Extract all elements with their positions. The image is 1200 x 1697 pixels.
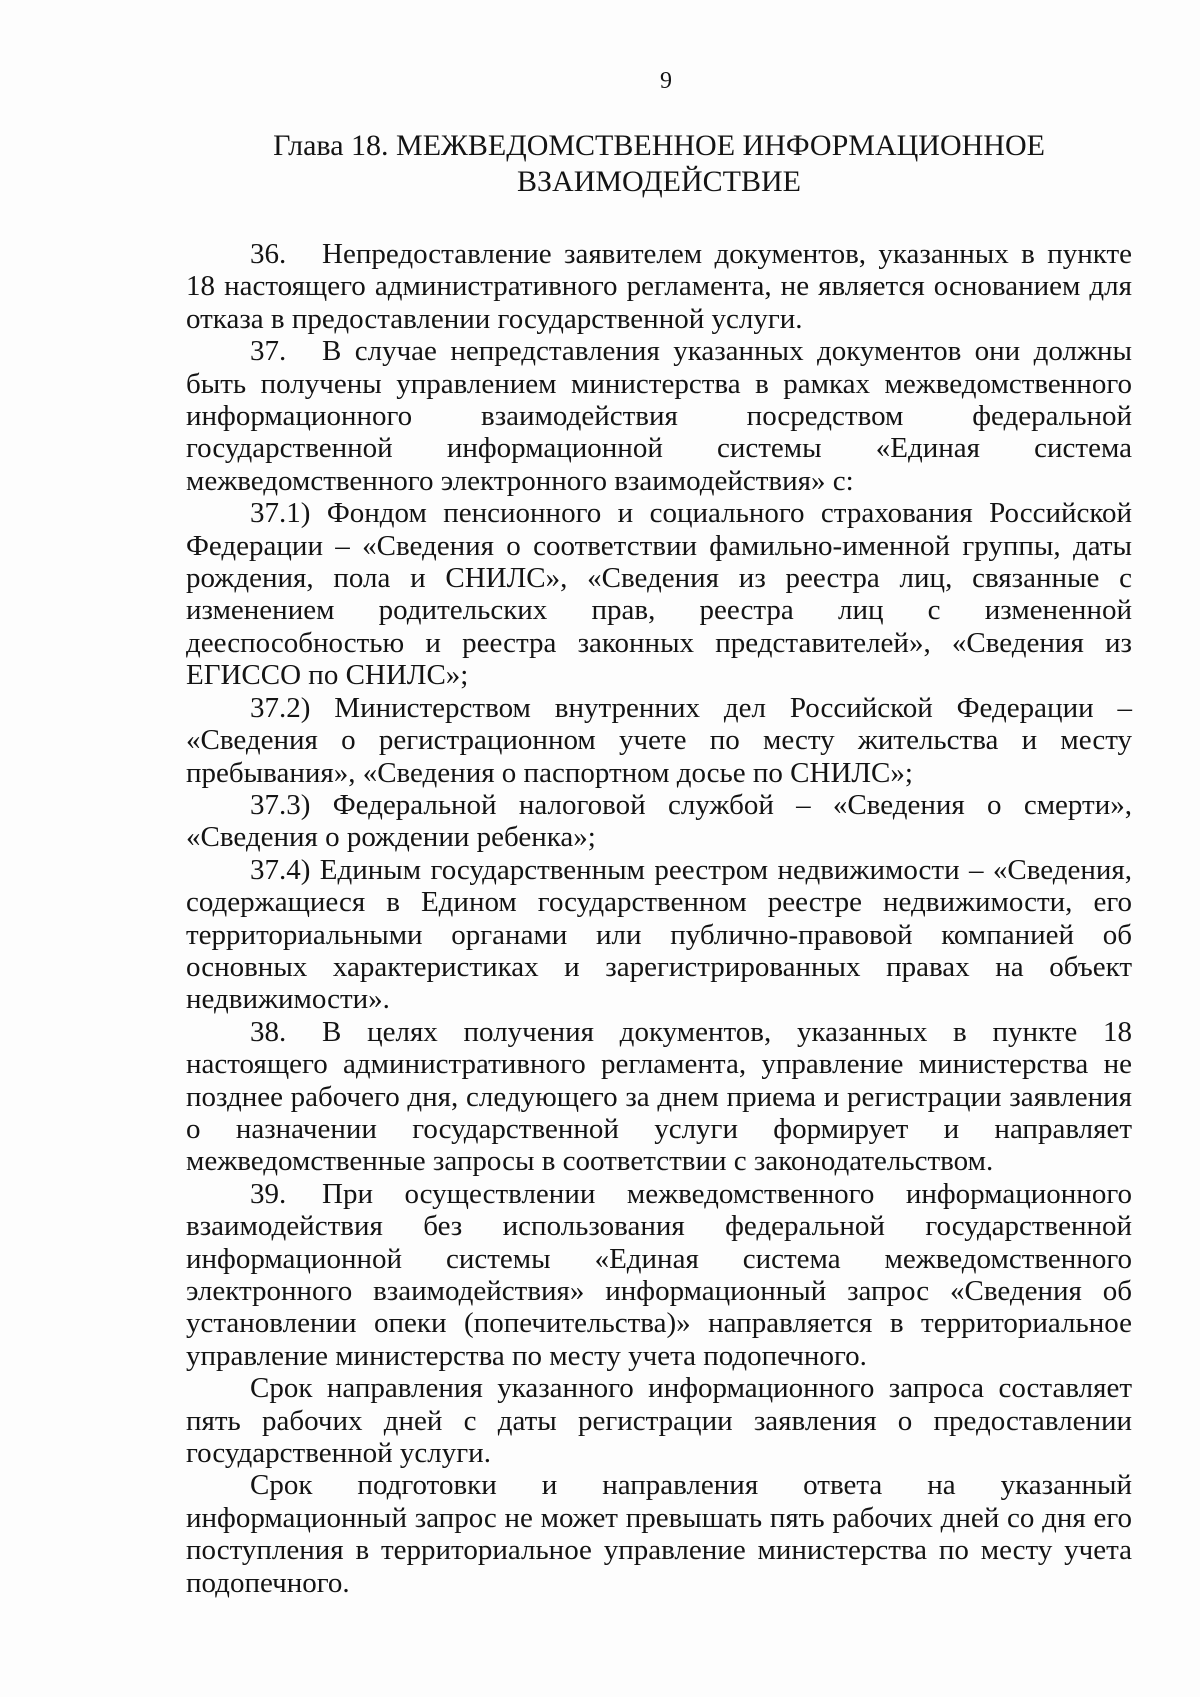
paragraph-response-deadline xyxy=(186,1469,1132,1599)
chapter-title xyxy=(186,128,1132,200)
paragraph-39 xyxy=(186,1178,1132,1372)
paragraph-number: 37. xyxy=(250,335,287,368)
paragraph-37 xyxy=(186,335,1132,497)
paragraph-text: В случае непредставления указанных документов они должны быть получены управлением министерства в рамках межведомственного информационного взаимодействия посредством федеральной государственной информационной системы «Единая система межведомственного электронного взаимодействия» с: xyxy=(186,335,1132,497)
chapter-title-line-1: Глава 18. МЕЖВЕДОМСТВЕННОЕ ИНФОРМАЦИОННОЕ xyxy=(273,129,1045,162)
paragraph-37-3 xyxy=(186,789,1132,854)
paragraph-text: Срок подготовки и направления ответа на указанный информационный запрос не может превышать пять рабочих дней со дня его поступления в территориальное управление министерства по месту учета подопечного. xyxy=(186,1469,1132,1599)
paragraph-text: Срок направления указанного информационного запроса составляет пять рабочих дней с даты регистрации заявления о предоставлении государственной услуги. xyxy=(186,1372,1132,1470)
paragraph-text: В целях получения документов, указанных в пункте 18 настоящего административного регламента, управление министерства не позднее рабочего дня, следующего за днем приема и регистрации заявления о назначении государственной услуги формирует и направляет межведомственные запросы в соответствии с законодательством. xyxy=(186,1015,1132,1178)
paragraph-text: Непредоставление заявителем документов, указанных в пункте 18 настоящего административного регламента, не является основанием для отказа в предоставлении государственной услуги. xyxy=(186,238,1132,335)
paragraph-37-2 xyxy=(186,692,1132,789)
paragraph-number: 38. xyxy=(250,1015,287,1048)
paragraph-38 xyxy=(186,1016,1132,1178)
paragraph-text: При осуществлении межведомственного информационного взаимодействия без использования федеральной государственной информационной системы «Единая система межведомственного электронного взаимодействия» информационный запрос «Сведения об установлении опеки (попечительства)» направляется в территориальное управление министерства по месту учета подопечного. xyxy=(186,1177,1132,1372)
paragraph-36 xyxy=(186,238,1132,335)
chapter-title-line-2: ВЗАИМОДЕЙСТВИЕ xyxy=(516,165,801,198)
paragraph-number: 36. xyxy=(250,238,287,270)
paragraph-text: 37.3) Федеральной налоговой службой – «Сведения о смерти», «Сведения о рождении ребенка»; xyxy=(186,788,1132,854)
paragraph-text: 37.2) Министерством внутренних дел Российской Федерации – «Сведения о регистрационном учете по месту жительства и месту пребывания», «Сведения о паспортном досье по СНИЛС»; xyxy=(186,691,1132,789)
paragraph-request-deadline xyxy=(186,1372,1132,1469)
paragraph-text: 37.1) Фондом пенсионного и социального страхования Российской Федерации – «Сведения о соответствии фамильно-именной группы, даты рождения, пола и СНИЛС», «Сведения из реестра лиц, связанные с изменением родительских прав, реестра лиц с измененной дееспособностью и реестра законных представителей», «Сведения из ЕГИССО по СНИЛС»; xyxy=(186,497,1132,692)
body-text xyxy=(186,238,1132,1599)
paragraph-37-4 xyxy=(186,854,1132,1016)
paragraph-text: 37.4) Единым государственным реестром недвижимости – «Сведения, содержащиеся в Едином государственном реестре недвижимости, его территориальными органами или публично-правовой компанией об основных характеристиках и зарегистрированных правах на объект недвижимости». xyxy=(186,853,1132,1016)
paragraph-number: 39. xyxy=(250,1177,287,1210)
paragraph-37-1 xyxy=(186,497,1132,691)
page-number: 9 xyxy=(660,68,672,94)
